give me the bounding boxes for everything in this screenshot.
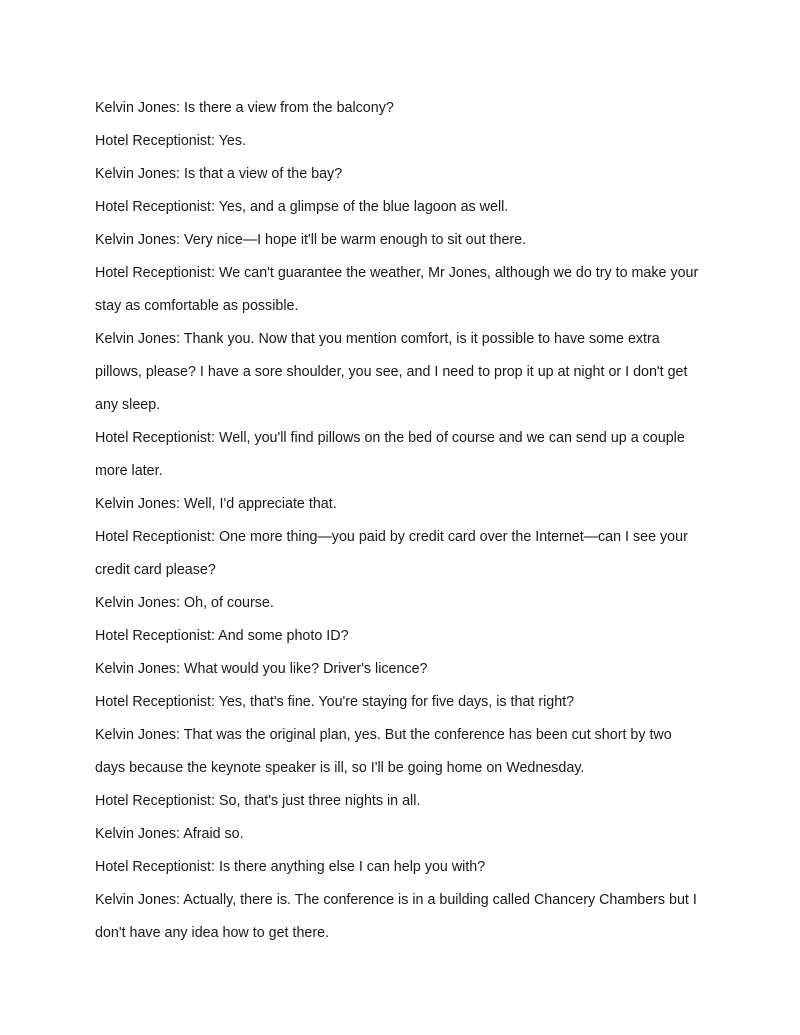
dialogue-line: Kelvin Jones: Oh, of course. [95, 595, 274, 611]
dialogue-line: Hotel Receptionist: Yes, that's fine. You're staying for five days, is that right? [95, 694, 575, 710]
dialogue-line: Hotel Receptionist: Yes. [95, 133, 247, 149]
dialogue-line: Kelvin Jones: That was the original plan, yes. But the conference has been cut short by two [95, 727, 672, 743]
dialogue-line: Kelvin Jones: Well, I'd appreciate that. [95, 496, 337, 512]
dialogue-line: credit card please? [95, 562, 216, 578]
dialogue-line: Kelvin Jones: What would you like? Driver's licence? [95, 661, 428, 677]
dialogue-line: Hotel Receptionist: So, that's just three nights in all. [95, 793, 421, 809]
dialogue-line: Kelvin Jones: Actually, there is. The conference is in a building called Chancery Chambers but I [95, 892, 697, 908]
dialogue-transcript [95, 92, 715, 950]
dialogue-line: days because the keynote speaker is ill, so I'll be going home on Wednesday. [95, 760, 585, 776]
dialogue-line: stay as comfortable as possible. [95, 298, 299, 314]
dialogue-line: Kelvin Jones: Afraid so. [95, 826, 244, 842]
dialogue-line: Hotel Receptionist: We can't guarantee the weather, Mr Jones, although we do try to make your [95, 265, 699, 281]
dialogue-line: pillows, please? I have a sore shoulder, you see, and I need to prop it up at night or I don't get [95, 364, 688, 380]
dialogue-line: don't have any idea how to get there. [95, 925, 330, 941]
dialogue-line: Hotel Receptionist: Well, you'll find pillows on the bed of course and we can send up a couple [95, 430, 685, 446]
dialogue-line: any sleep. [95, 397, 161, 413]
dialogue-line: Hotel Receptionist: One more thing—you paid by credit card over the Internet—can I see your [95, 529, 688, 545]
dialogue-line: more later. [95, 463, 163, 479]
dialogue-line: Hotel Receptionist: Yes, and a glimpse of the blue lagoon as well. [95, 199, 509, 215]
dialogue-line: Kelvin Jones: Thank you. Now that you mention comfort, is it possible to have some extra [95, 331, 660, 347]
dialogue-line: Kelvin Jones: Is there a view from the balcony? [95, 100, 394, 116]
dialogue-line: Hotel Receptionist: Is there anything else I can help you with? [95, 859, 486, 875]
dialogue-line: Kelvin Jones: Very nice—I hope it'll be warm enough to sit out there. [95, 232, 527, 248]
dialogue-line: Kelvin Jones: Is that a view of the bay? [95, 166, 343, 182]
dialogue-line: Hotel Receptionist: And some photo ID? [95, 628, 349, 644]
